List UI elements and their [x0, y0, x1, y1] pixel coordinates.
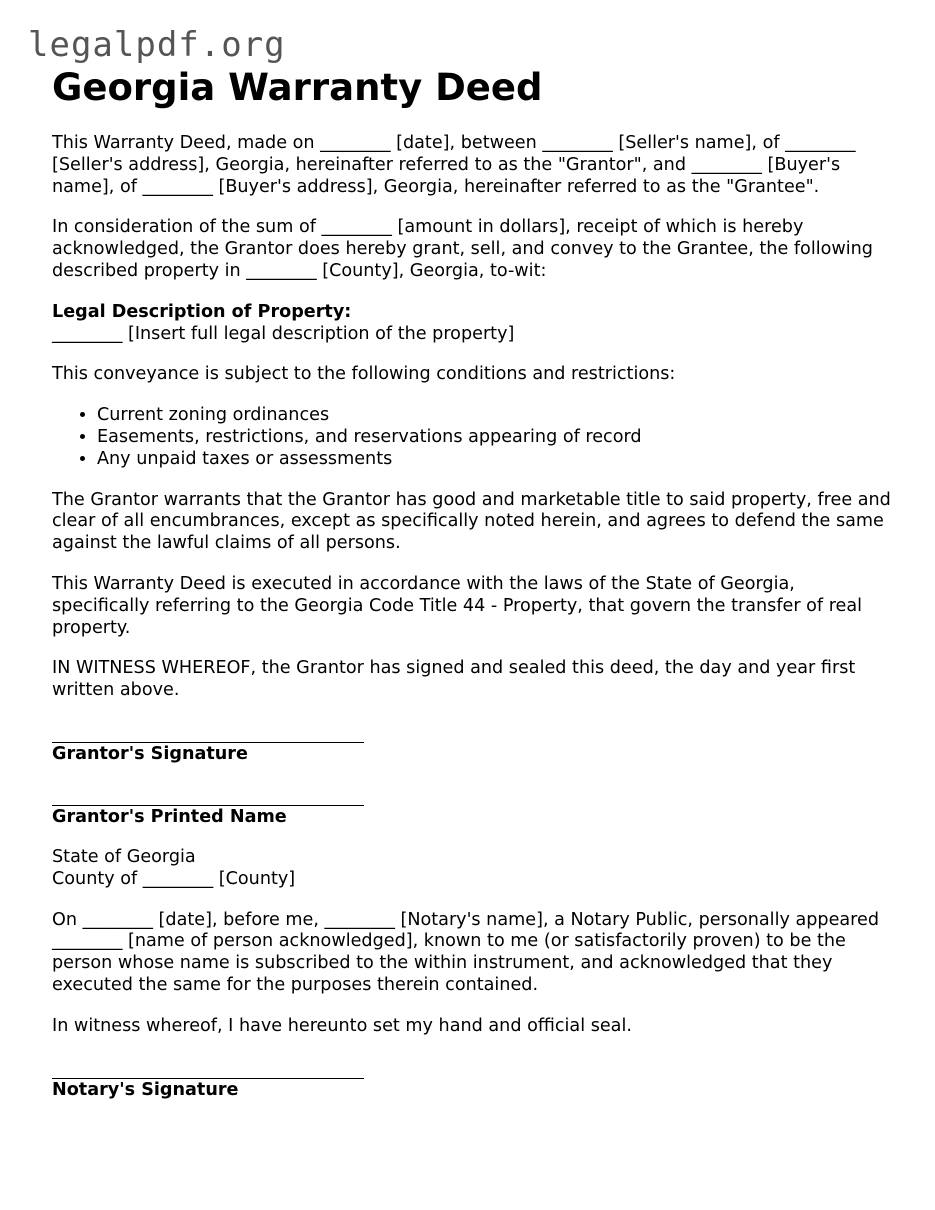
notary-paragraph: On ________ [date], before me, ________ [Notary's name], a Notary Public, personally appeared ________ [name of person acknowledged], known to me (or satisfactorily proven) to be the person whose name is subscribed to the within instrument, and acknowledged that they executed the same for the purposes therein contained. — [52, 909, 880, 995]
grantor-signature-line[interactable] — [52, 725, 364, 743]
county-line: County of ________ [County] — [52, 868, 296, 889]
notary-signature-line[interactable] — [52, 1061, 364, 1079]
warranty-paragraph: The Grantor warrants that the Grantor has good and marketable title to said property, free and clear of all encumbrances, except as specifically noted herein, and agrees to defend the same against the lawful claims of all persons. — [52, 489, 891, 554]
laws-paragraph: This Warranty Deed is executed in accordance with the laws of the State of Georgia, specifically referring to the Georgia Code Title 44 - Property, that govern the transfer of real property. — [52, 573, 863, 638]
consideration-paragraph: In consideration of the sum of ________ [amount in dollars], receipt of which is hereby acknowledged, the Grantor does hereby grant, sell, and convey to the Grantee, the following described property in ________ [County], Georgia, to-wit: — [52, 217, 873, 281]
list-item: • Easements, restrictions, and reservations appearing of record — [97, 427, 892, 449]
venue-block — [52, 847, 892, 891]
intro-paragraph: This Warranty Deed, made on ________ [date], between ________ [Seller's name], of ________ [Seller's address], Georgia, hereinafter referred to as the "Grantor", and ________ [Buyer's name], of ________ [Buyer's address], Georgia, hereinafter referred to as the "Grantee". — [52, 133, 856, 197]
grantor-printed-name-block — [52, 788, 892, 828]
grantor-signature-label: Grantor's Signature — [52, 743, 248, 764]
document-title: Georgia Warranty Deed — [52, 66, 543, 109]
legal-description-heading: Legal Description of Property: — [52, 301, 352, 322]
watermark-logo: legalpdf.org — [28, 25, 286, 65]
conditions-list — [52, 405, 892, 470]
grantor-printed-name-line[interactable] — [52, 788, 364, 806]
notary-signature-label: Notary's Signature — [52, 1079, 239, 1100]
legal-description-section — [52, 302, 892, 346]
witness-paragraph: IN WITNESS WHEREOF, the Grantor has signed and sealed this deed, the day and year first written above. — [52, 658, 856, 701]
notary-signature-block — [52, 1061, 892, 1101]
legal-description-text: ________ [Insert full legal description of the property] — [52, 323, 515, 344]
list-item: • Current zoning ordinances — [97, 405, 892, 427]
state-line: State of Georgia — [52, 846, 196, 867]
notary-witness-paragraph: In witness whereof, I have hereunto set my hand and official seal. — [52, 1015, 632, 1036]
list-item: • Any unpaid taxes or assessments — [97, 449, 892, 471]
document-page — [52, 66, 892, 1101]
grantor-printed-name-label: Grantor's Printed Name — [52, 806, 287, 827]
conveyance-paragraph: This conveyance is subject to the following conditions and restrictions: — [52, 364, 676, 385]
grantor-signature-block — [52, 725, 892, 765]
